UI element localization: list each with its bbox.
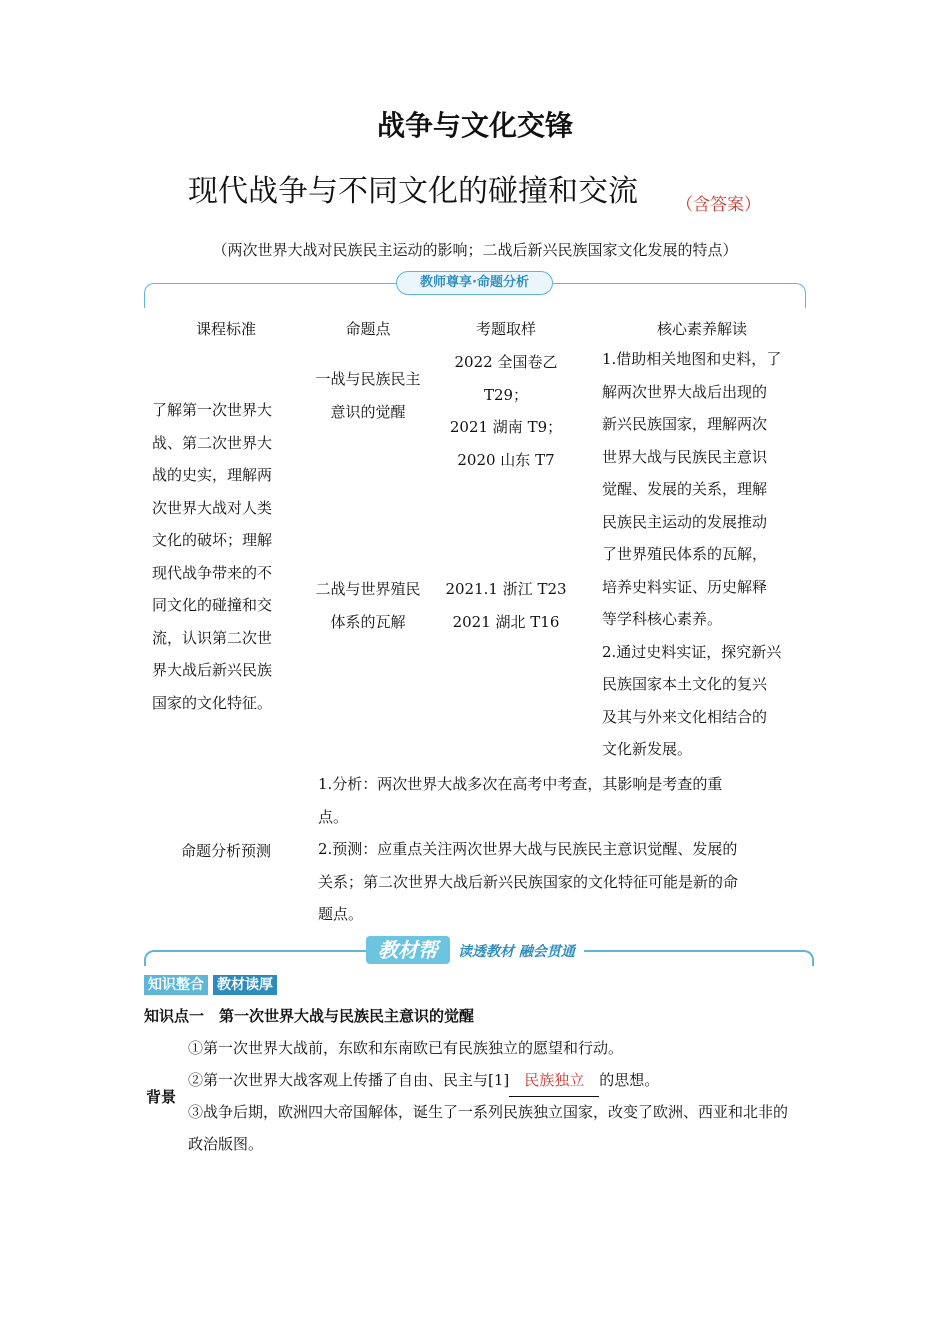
chapter-title: 战争与文化交锋 — [376, 109, 573, 142]
header-point: 命题点 — [345, 320, 391, 338]
section-divider-left — [144, 950, 366, 966]
core-literacy-cell: 1.借助相关地图和史料，了 解两次世界大战后出现的 新兴民族国家，理解两次 世界大战与民族民主意识 觉醒、发展的关系，理解 民族民主运动的发展推动 了世界殖民体系的瓦解， 培养史料实证、历史解释 等学科核心素养。 2.通过史料实证，探究新兴 民族国家本土文化的复兴 及其与外来文化相结合的 文化新发展。 — [602, 350, 782, 758]
section-divider-right — [584, 950, 814, 966]
background-line-2: ②第一次世界大战客观上传播了自由、民主与[1] 民族独立 的思想。 — [188, 1064, 659, 1097]
textbook-slogan: 读透教材 融会贯通 — [458, 944, 575, 960]
tag-knowledge-integration: 知识整合 — [144, 975, 208, 995]
lesson-title: 现代战争与不同文化的碰撞和交流 — [188, 174, 638, 209]
textbook-badge: 教材帮 — [366, 936, 450, 964]
answer-note: （含答案） — [676, 195, 761, 215]
point-2-cell: 二战与世界殖民 体系的瓦解 — [315, 580, 421, 631]
background-label: 背景 — [146, 1088, 177, 1106]
course-standard-cell: 了解第一次世界大 战、第二次世界大 战的史实，理解两 次世界大战对人类 文化的破坏；理解 现代战争带来的不 同文化的碰撞和交 流，认识第二次世 界大战后新兴民族 国家的文化特征。 — [152, 401, 273, 712]
header-samples: 考题取样 — [475, 320, 536, 338]
header-standard: 课程标准 — [195, 320, 256, 338]
tag-textbook-reading: 教材读厚 — [213, 975, 277, 995]
background-line-1: ①第一次世界大战前，东欧和东南欧已有民族独立的愿望和行动。 — [188, 1039, 624, 1057]
samples-2-cell: 2021.1 浙江 T23 2021 湖北 T16 — [445, 580, 567, 631]
samples-1-cell: 2022 全国卷乙 T29； 2021 湖南 T9； 2020 山东 T7 — [449, 353, 563, 469]
prediction-label: 命题分析预测 — [180, 842, 271, 860]
fill-blank-answer: 民族独立 — [509, 1064, 599, 1097]
header-core: 核心素养解读 — [656, 320, 747, 338]
prediction-cell: 1.分析：两次世界大战多次在高考中考查，其影响是考查的重 点。 2.预测：应重点关注两次世界大战与民族民主意识觉醒、发展的 关系；第二次世界大战后新兴民族国家的文化特征可能是新的命 题点。 — [318, 775, 739, 923]
point-1-cell: 一战与民族民主 意识的觉醒 — [315, 370, 421, 421]
background-line-3: ③战争后期，欧洲四大帝国解体，诞生了一系列民族独立国家，改变了欧洲、西亚和北非的政治版图。 — [188, 1103, 789, 1153]
lesson-subtitle: （两次世界大战对民族民主运动的影响；二战后新兴民族国家文化发展的特点） — [212, 241, 738, 259]
knowledge-point-heading: 知识点一 第一次世界大战与民族民主意识的觉醒 — [144, 1007, 475, 1025]
teacher-banner: 教师尊享·命题分析 — [396, 271, 553, 295]
